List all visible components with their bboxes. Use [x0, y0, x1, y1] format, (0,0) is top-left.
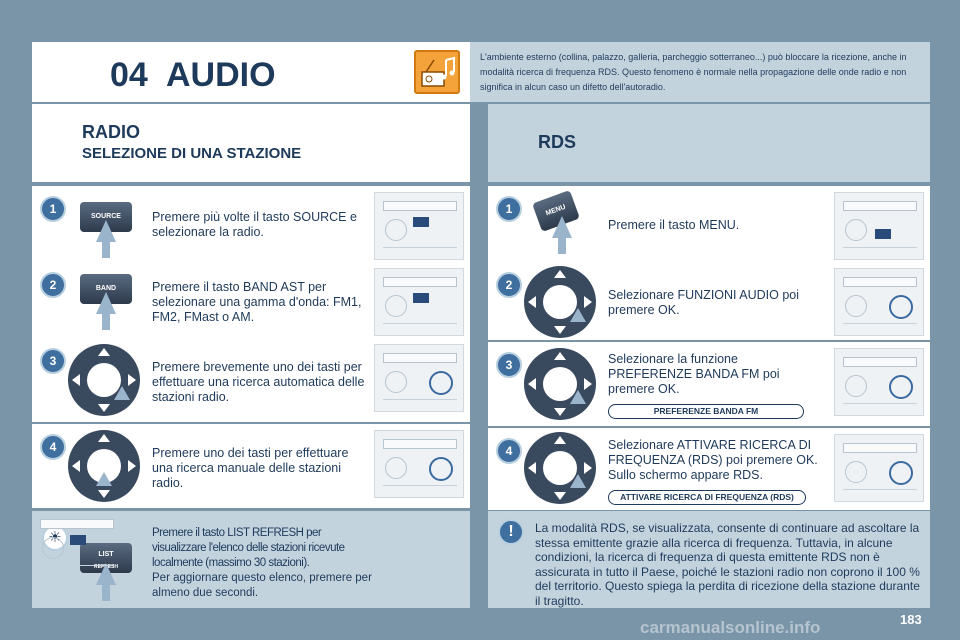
- warning-text: La modalità RDS, se visualizzata, consente di continuare ad ascoltare la stessa emittente grazie alla ricerca di frequenza. Tuttavia, in alcune condizioni, la ricerca di frequenza di questa emittente RDS non è assicurata in tutto il Paese, poiché le stazioni radio non coprono il 100 % del territorio. Questo spiega la perdita di ricezione della stazione durante il tragitto.: [535, 521, 920, 608]
- radio-section-header: [32, 104, 470, 182]
- rds-step-4: [488, 428, 930, 510]
- step-number-badge: 4: [496, 438, 522, 464]
- radio-subtitle: SELEZIONE DI UNA STAZIONE: [82, 145, 302, 162]
- radio-step-2: [32, 262, 470, 338]
- menu-key: MENU: [532, 190, 580, 232]
- step-number-badge: 3: [496, 352, 522, 378]
- page-number: 183: [900, 612, 922, 627]
- warning-icon: !: [498, 519, 524, 545]
- directional-pad-icon: [522, 346, 598, 422]
- radio-step-3: [32, 338, 470, 422]
- step-text: Premere più volte il tasto SOURCE e selezionare la radio.: [152, 210, 357, 239]
- directional-pad-icon: [522, 264, 598, 340]
- radio-panel-illustration: [834, 268, 924, 336]
- list-refresh-tip: [32, 511, 470, 608]
- refresh-key-label: REFRESH: [94, 564, 118, 570]
- radio-panel-illustration: [834, 434, 924, 502]
- step-number-badge: 2: [496, 272, 522, 298]
- radio-music-icon: [414, 50, 460, 94]
- rds-step-3: [488, 342, 930, 426]
- rds-title: RDS: [538, 132, 577, 152]
- press-arrow-icon: [552, 216, 572, 238]
- directional-pad-icon: [522, 430, 598, 506]
- step-number-badge: 1: [40, 196, 66, 222]
- reception-note: L'ambiente esterno (collina, palazzo, galleria, parcheggio sotterraneo...) può bloccare la ricezione, anche in modalità ricerca di frequenza RDS. Questo fenomeno è normale nella propagazione delle onde radio e non significa in alcun caso un difetto dell'autoradio.: [470, 42, 930, 102]
- press-arrow-icon: [96, 220, 116, 242]
- list-key-label: LIST: [98, 551, 114, 558]
- radio-step-4: [32, 424, 470, 508]
- step-text: Selezionare FUNZIONI AUDIO poi premere OK.: [608, 288, 800, 317]
- source-key: SOURCE: [80, 202, 132, 232]
- rds-step-1: [488, 186, 930, 262]
- step-text: Premere il tasto BAND AST per selezionare una gamma d'onda: FM1, FM2, FMast o AM.: [152, 280, 362, 324]
- chapter-title: AUDIO: [166, 56, 276, 94]
- step-number-badge: 4: [40, 434, 66, 460]
- step-number-badge: 3: [40, 348, 66, 374]
- radio-panel-illustration: [834, 348, 924, 416]
- radio-step-1: [32, 186, 470, 262]
- attivare-ricerca-label: ATTIVARE RICERCA DI FREQUENZA (RDS): [608, 490, 806, 505]
- press-arrow-icon: [96, 292, 116, 314]
- preferenze-banda-fm-label: PREFERENZE BANDA FM: [608, 404, 804, 419]
- step-number-badge: 2: [40, 272, 66, 298]
- tip-text: [152, 526, 372, 601]
- step-text: Premere il tasto MENU.: [608, 218, 740, 232]
- chapter-number: 04: [110, 56, 148, 94]
- radio-panel-illustration: [374, 430, 464, 498]
- step-text: Selezionare ATTIVARE RICERCA DI FREQUENZA (RDS) poi premere OK. Sullo schermo appare RDS.: [608, 438, 818, 482]
- rds-step-2: [488, 262, 930, 340]
- radio-title: RADIO: [82, 122, 140, 142]
- radio-panel-illustration: [834, 192, 924, 260]
- rds-section-header: [488, 104, 930, 182]
- band-key: BAND: [80, 274, 132, 304]
- sun-tip-icon: ☀: [42, 525, 68, 551]
- step-text: Premere brevemente uno dei tasti per effettuare una ricerca automatica delle stazioni radio.: [152, 360, 365, 404]
- watermark: carmanualsonline.info: [640, 618, 821, 637]
- radio-panel-illustration: [374, 344, 464, 412]
- step-text: Selezionare la funzione PREFERENZE BANDA FM poi premere OK.: [608, 352, 780, 396]
- chapter-header: [32, 42, 470, 102]
- rds-warning: [488, 511, 930, 608]
- tip-text-line1: Premere il tasto LIST REFRESH per visualizzare l'elenco delle stazioni ricevute localmente (massimo 30 stazioni).: [152, 527, 345, 569]
- radio-panel-illustration: [374, 192, 464, 260]
- step-number-badge: 1: [496, 196, 522, 222]
- radio-panel-illustration: [374, 268, 464, 336]
- directional-pad-icon: [66, 342, 142, 418]
- directional-pad-icon: [66, 428, 142, 504]
- tip-text-line2: Per aggiornare questo elenco, premere per almeno due secondi.: [152, 572, 372, 599]
- step-text: Premere uno dei tasti per effettuare una ricerca manuale delle stazioni radio.: [152, 446, 349, 490]
